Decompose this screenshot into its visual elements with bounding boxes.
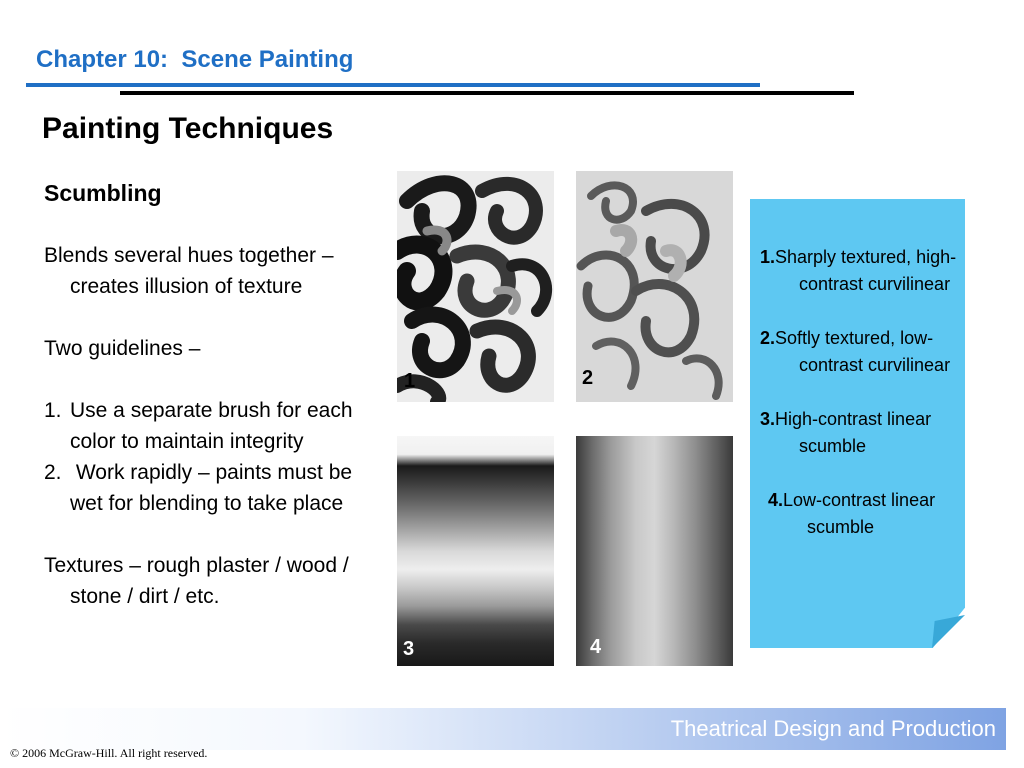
scumble-sample-4-image bbox=[576, 436, 733, 666]
slide-title: Painting Techniques bbox=[42, 112, 334, 145]
image-label-2: 2 bbox=[582, 367, 594, 389]
legend-item: 1.Sharply textured, high-contrast curvilinear bbox=[760, 247, 957, 294]
legend-item: 3.High-contrast linear scumble bbox=[760, 409, 932, 456]
scumble-sample-1-image bbox=[397, 171, 554, 402]
footer-title: Theatrical Design and Production bbox=[670, 716, 996, 741]
guideline-number: 2. bbox=[44, 461, 62, 484]
image-label-3: 3 bbox=[403, 638, 415, 660]
image-label-4: 4 bbox=[590, 636, 602, 658]
chapter-title: Chapter 10: Scene Painting bbox=[36, 46, 354, 73]
legend-list bbox=[760, 244, 960, 568]
guideline-item bbox=[44, 457, 374, 519]
copyright-notice: © 2006 McGraw-Hill. All right reserved. bbox=[10, 746, 208, 760]
guideline-number: 1. bbox=[44, 399, 62, 422]
scumble-sample-2-image bbox=[576, 171, 733, 402]
section-heading: Scumbling bbox=[44, 180, 162, 206]
guidelines-intro: Two guidelines – bbox=[44, 337, 201, 360]
body-text bbox=[44, 178, 374, 612]
legend-item: 4.Low-contrast linear scumble bbox=[768, 490, 936, 537]
guideline-text: Work rapidly – paints must be wet for blending to take place bbox=[70, 461, 358, 515]
image-label-1: 1 bbox=[404, 370, 416, 392]
guideline-text: Use a separate brush for each color to maintain integrity bbox=[70, 399, 353, 453]
header-rule-black bbox=[120, 91, 854, 95]
guideline-item bbox=[44, 395, 374, 457]
scumble-sample-3-image bbox=[397, 436, 554, 666]
header-rule-blue bbox=[26, 83, 760, 87]
textures-paragraph: Textures – rough plaster / wood / stone / dirt / etc. bbox=[44, 554, 349, 608]
description-paragraph: Blends several hues together – creates illusion of texture bbox=[44, 244, 334, 298]
legend-item: 2.Softly textured, low-contrast curvilinear bbox=[760, 328, 951, 375]
